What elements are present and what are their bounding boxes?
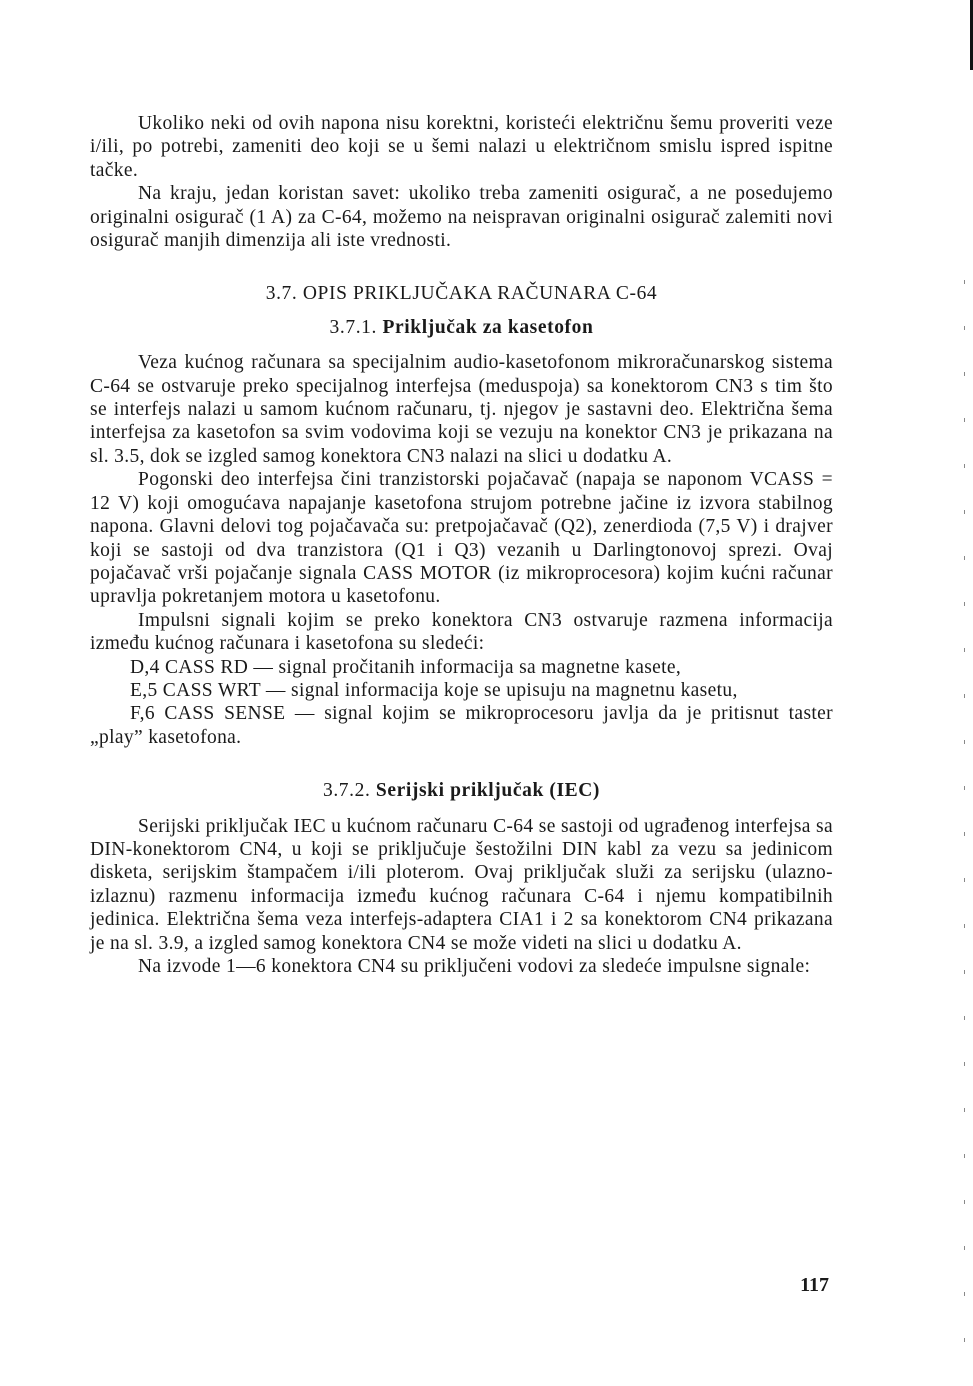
signal-item-cass-rd: D,4 CASS RD — signal pročitanih informacija sa magnetne kasete, xyxy=(130,656,682,678)
page-number: 117 xyxy=(800,1274,829,1296)
subsection-heading-1 xyxy=(90,316,833,339)
signal-item-cass-sense: F,6 CASS SENSE — signal kojim se mikroprocesoru javlja da je pritisnut taster „play” kasetofona. xyxy=(90,703,833,748)
subsection-heading-2 xyxy=(90,779,833,802)
subsection-2-paragraph-2: Na izvode 1—6 konektora CN4 su priključeni vodovi za sledeće impulsne signale: xyxy=(138,956,811,977)
subsection-1-number: 3.7.1. xyxy=(329,316,383,338)
margin-scan-marks xyxy=(964,280,965,1360)
intro-paragraph-1: Ukoliko neki od ovih napona nisu korektni, koristeći električnu šemu proveriti veze i/ili, po potrebi, zameniti deo koji se u šemi nalazi u električnom smislu ispred ispitne tačke. xyxy=(90,113,833,181)
intro-paragraph-2: Na kraju, jedan koristan savet: ukoliko treba zameniti osigurač, a ne posedujemo originalni osigurač (1 A) za C-64, možemo na neispravan originalni osigurač zalemiti novi osigurač manjih dimenzija ali iste vrednosti. xyxy=(90,183,833,252)
subsection-1-paragraph-3: Impulsni signali kojim se preko konektora CN3 ostvaruje razmena informacija između kućnog računara i kasetofona su sledeći: xyxy=(90,609,833,655)
signal-item-cass-wrt: E,5 CASS WRT — signal informacija koje se upisuju na magnetnu kasetu, xyxy=(130,679,738,701)
document-page xyxy=(90,112,833,978)
section-title: 3.7. OPIS PRIKLJUČAKA RAČUNARA C-64 xyxy=(265,283,658,305)
subsection-2-paragraph-1: Serijski priključak IEC u kućnom računaru C-64 se sastoji od ugrađenog interfejsa sa DIN-konektorom CN4, u koji se priključuje šestožilni DIN kabl za vezu sa jedinicom disketa, serijskim štampačem i/ili ploterom. Ovaj priključak služi za serijsku (ulazno-izlaznu) razmenu informacija između kućnog računara C-64 i njemu kompatibilnih jedinica. Električna šema veza interfejs-adaptera CIA1 i 2 sa konektorom CN4 prikazana je na sl. 3.9, a izgled samog konektora CN4 se može videti na slici u dodatku A. xyxy=(90,815,833,954)
subsection-1-paragraph-2: Pogonski deo interfejsa čini tranzistorski pojačavač (napaja se naponom VCASS = 12 V) koji omogućava napajanje kasetofona strujom potrebne jačine iz izvora stabilnog napona. Glavni delovi tog pojačavača su: pretpojačavač (Q2), zenerdioda (7,5 V) i drajver koji se sastoji od dva tranzistora (Q1 i Q3) vezanih u Darlingtonovoj sprezi. Ovaj pojačavač vrši pojačanje signala CASS MOTOR (iz mikroprocesora) kojim kućni računar upravlja pokretanjem motora u kasetofonu. xyxy=(90,469,833,608)
subsection-1-title: Priključak za kasetofon xyxy=(382,316,594,338)
subsection-2-title: Serijski priključak (IEC) xyxy=(375,780,601,802)
section-heading xyxy=(90,282,833,305)
subsection-2-number: 3.7.2. xyxy=(322,780,376,802)
subsection-1-paragraph-1: Veza kućnog računara sa specijalnim audio-kasetofonom mikroračunarskog sistema C-64 se ostvaruje preko specijalnog interfejsa (meduspoja) sa konektorom CN3 s tim što se interfejs nalazi u samom kućnom računaru, tj. njegov je sastavni deo. Električna šema interfejsa za kasetofon sa svim vodovima koji se vezuju na konektor CN3 je prikazana na sl. 3.5, dok se izgled samog konektora CN3 nalazi na slici u dodatku A. xyxy=(90,352,833,467)
